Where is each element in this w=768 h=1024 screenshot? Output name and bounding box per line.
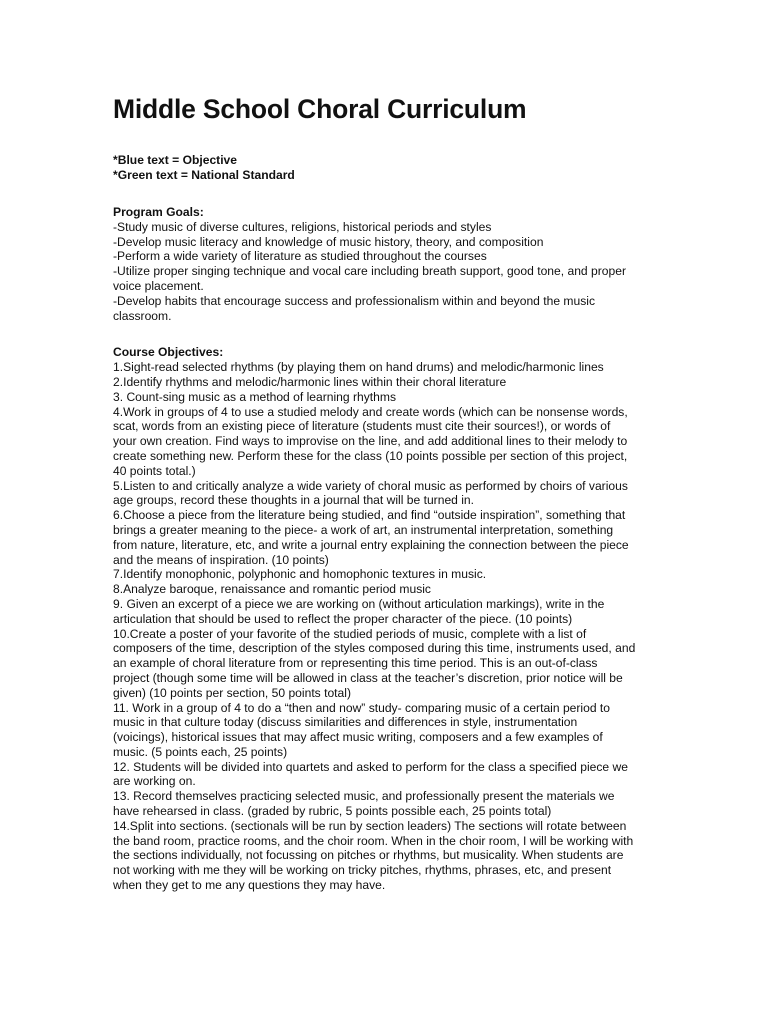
course-objective-item-line: 14.Split into sections. (sectionals will be run by section leaders) The sections will rotate between — [113, 818, 627, 833]
program-goals-heading: Program Goals: — [113, 205, 204, 219]
course-objectives-list — [113, 360, 658, 893]
course-objective-item-line: and the means of inspiration. (10 points) — [113, 552, 329, 567]
program-goal-item — [113, 264, 658, 294]
course-objective-item-line: create something new. Perform these for the class (10 points possible per section of this project, — [113, 448, 628, 463]
course-objective-item-line: 10.Create a poster of your favorite of the studied periods of music, complete with a list of — [113, 626, 587, 641]
course-objective-item-line: scat, words from an existing piece of literature (students must cite their sources!), or words of — [113, 419, 611, 434]
course-objective-item — [113, 627, 658, 701]
course-objective-item-line: given) (10 points per section, 50 points total) — [113, 685, 351, 700]
course-objectives-section — [113, 345, 658, 892]
color-legend — [113, 153, 658, 183]
course-objective-item-line: the sections individually, not focussing on pitches or rhythms, but musicality. When students are — [113, 848, 624, 863]
course-objective-item-line: project (though some time will be allowed in class at the teacher’s discretion, prior notice will be — [113, 670, 623, 685]
course-objective-item-line: 5.Listen to and critically analyze a wide variety of choral music as performed by choirs of various — [113, 478, 628, 493]
course-objective-item-line: from nature, literature, etc, and write a journal entry explaining the connection between the piece — [113, 537, 629, 552]
course-objective-item-line: brings a greater meaning to the piece- a work of art, an instrumental interpretation, something — [113, 522, 614, 537]
program-goals-section — [113, 205, 658, 323]
program-goal-item-line: -Develop habits that encourage success and professionalism within and beyond the music — [113, 293, 596, 308]
program-goals-list — [113, 220, 658, 324]
course-objective-item-line: 12. Students will be divided into quartets and asked to perform for the class a specified piece we — [113, 759, 628, 774]
course-objective-item — [113, 375, 658, 390]
program-goal-item-line: -Develop music literacy and knowledge of music history, theory, and composition — [113, 234, 544, 249]
course-objective-item-line: 7.Identify monophonic, polyphonic and homophonic textures in music. — [113, 567, 487, 582]
course-objective-item — [113, 582, 658, 597]
course-objective-item-line: 1.Sight-read selected rhythms (by playing them on hand drums) and melodic/harmonic lines — [113, 360, 604, 375]
course-objective-item — [113, 567, 658, 582]
course-objective-item-line: an example of choral literature from or representing this time period. This is an out-of-class — [113, 656, 598, 671]
course-objective-item-line: articulation that should be used to reflect the proper character of the piece. (10 points) — [113, 611, 573, 626]
course-objective-item-line: not working with me they will be working on tricky pitches, rhythms, phrases, etc, and present — [113, 863, 612, 878]
course-objective-item-line: 13. Record themselves practicing selected music, and professionally present the materials we — [113, 789, 615, 804]
program-goal-item — [113, 220, 658, 235]
course-objective-item — [113, 508, 658, 567]
course-objective-item-line: 9. Given an excerpt of a piece we are working on (without articulation markings), write in the — [113, 596, 605, 611]
course-objective-item-line: when they get to me any questions they may have. — [113, 878, 386, 893]
course-objective-item-line: your own creation. Find ways to improvise on the line, and add additional lines to their melody to — [113, 434, 628, 449]
course-objective-item — [113, 597, 658, 627]
program-goal-item-line: voice placement. — [113, 278, 204, 293]
course-objective-item-line: 2.Identify rhythms and melodic/harmonic lines within their choral literature — [113, 374, 507, 389]
course-objective-item-line: 3. Count-sing music as a method of learning rhythms — [113, 389, 396, 404]
program-goal-item — [113, 294, 658, 324]
course-objective-item — [113, 701, 658, 760]
program-goal-item-line: -Utilize proper singing technique and vocal care including breath support, good tone, and proper — [113, 264, 626, 279]
course-objective-item-line: composers of the time, description of the styles composed during this time, instruments used, and — [113, 641, 636, 656]
course-objective-item — [113, 819, 658, 893]
course-objective-item-line: 11. Work in a group of 4 to do a “then and now” study- comparing music of a certain period to — [113, 700, 611, 715]
course-objective-item-line: 4.Work in groups of 4 to use a studied melody and create words (which can be nonsense words, — [113, 404, 628, 419]
course-objective-item — [113, 360, 658, 375]
course-objective-item-line: music. (5 points each, 25 points) — [113, 744, 288, 759]
course-objective-item-line: 40 points total.) — [113, 463, 196, 478]
program-goal-item-line: -Study music of diverse cultures, religions, historical periods and styles — [113, 219, 492, 234]
course-objective-item-line: age groups, record these thoughts in a journal that will be turned in. — [113, 493, 475, 508]
program-goal-item — [113, 235, 658, 250]
document-title: Middle School Choral Curriculum — [113, 94, 527, 124]
legend-objective: *Blue text = Objective — [113, 153, 238, 167]
program-goal-item-line: -Perform a wide variety of literature as studied throughout the courses — [113, 249, 487, 264]
course-objective-item — [113, 789, 658, 819]
program-goal-item-line: classroom. — [113, 308, 172, 323]
course-objective-item-line: 6.Choose a piece from the literature being studied, and find “outside inspiration”, something that — [113, 508, 626, 523]
course-objective-item-line: 8.Analyze baroque, renaissance and romantic period music — [113, 582, 431, 597]
program-goal-item — [113, 249, 658, 264]
course-objectives-heading: Course Objectives: — [113, 345, 224, 360]
course-objective-item — [113, 390, 658, 405]
document-content — [113, 92, 658, 893]
course-objective-item-line: (voicings), historical issues that may affect music writing, composers and a few examples of — [113, 730, 603, 745]
course-objective-item-line: music in that culture today (discuss similarities and differences in style, instrumentation — [113, 715, 578, 730]
course-objective-item-line: have rehearsed in class. (graded by rubric, 5 points possible each, 25 points total) — [113, 804, 552, 819]
course-objective-item-line: the band room, practice rooms, and the choir room. When in the choir room, I will be working with — [113, 833, 634, 848]
course-objective-item — [113, 760, 658, 790]
course-objective-item — [113, 479, 658, 509]
legend-national-standard: *Green text = National Standard — [113, 168, 295, 182]
course-objective-item — [113, 405, 658, 479]
course-objective-item-line: are working on. — [113, 774, 196, 789]
